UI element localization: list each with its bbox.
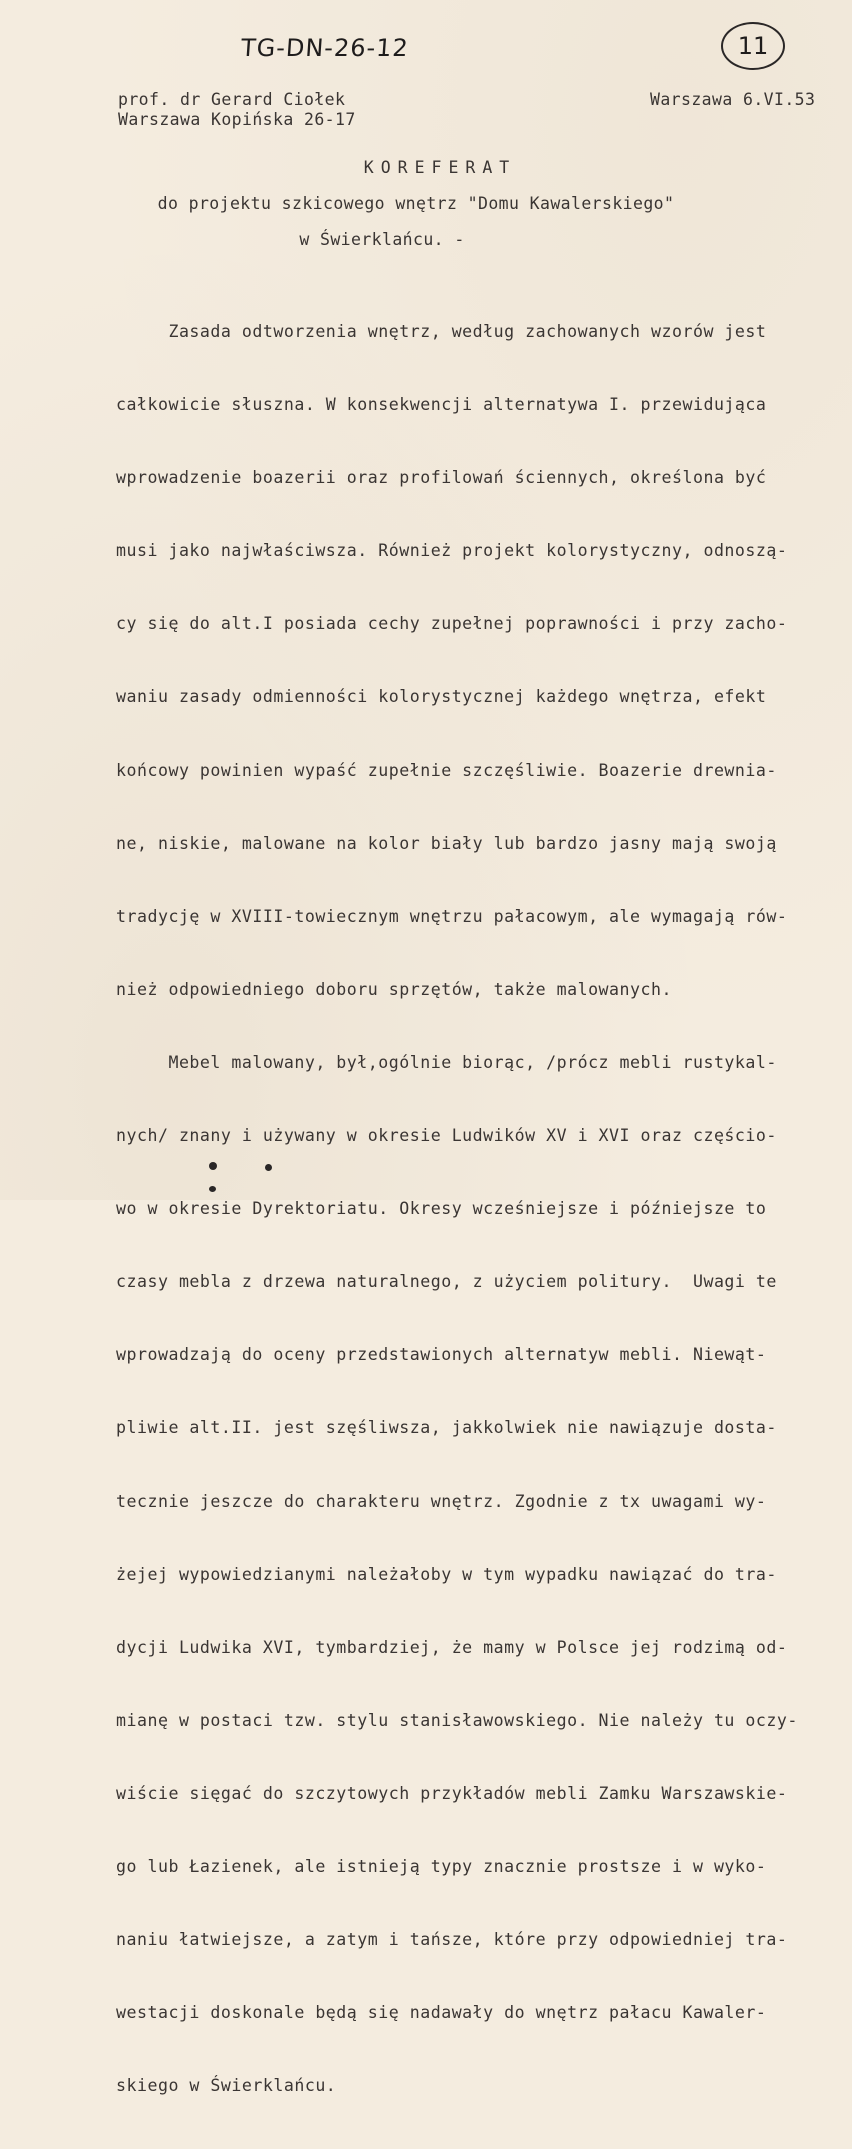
body-line: westacji doskonale będą się nadawały do wnętrz pałacu Kawaler- xyxy=(116,2003,767,2023)
body-line: całkowicie słuszna. W konsekwencji alternatywa I. przewidująca xyxy=(116,395,767,415)
ink-blot xyxy=(209,1162,217,1170)
body-line: końcowy powinien wypaść zupełnie szczęśliwie. Boazerie drewnia- xyxy=(116,760,777,780)
body-line: nież odpowiedniego doboru sprzętów, także malowanych. xyxy=(116,979,672,999)
body-line: go lub Łazienek, ale istnieją typy znacznie prostsze i w wyko- xyxy=(116,1856,767,1876)
body-line: mianę w postaci tzw. stylu stanisławowskiego. Nie należy tu oczy- xyxy=(116,1710,798,1730)
ink-blot xyxy=(209,1186,216,1192)
document-body xyxy=(116,284,846,2149)
body-line: ne, niskie, malowane na kolor biały lub bardzo jasny mają swoją xyxy=(116,833,777,853)
body-line: wprowadzają do oceny przedstawionych alternatyw mebli. Niewąt- xyxy=(116,1345,767,1365)
body-line: cy się do alt.I posiada cechy zupełnej poprawności i przy zacho- xyxy=(116,614,788,634)
body-line: tradycję w XVIII-towiecznym wnętrzu pałacowym, ale wymagają rów- xyxy=(116,906,788,926)
body-line: żejej wypowiedzianymi należałoby w tym wypadku nawiązać do tra- xyxy=(116,1564,777,1584)
body-line: dycji Ludwika XVI, tymbardziej, że mamy w Polsce jej rodzimą od- xyxy=(116,1637,788,1657)
body-line: nych/ znany i używany w okresie Ludwików XV i XVI oraz częścio- xyxy=(116,1126,777,1146)
ink-blot xyxy=(265,1164,272,1171)
body-line: waniu zasady odmienności kolorystycznej każdego wnętrza, efekt xyxy=(116,687,767,707)
body-line: naniu łatwiejsze, a zatym i tańsze, które przy odpowiedniej tra- xyxy=(116,1930,788,1950)
body-line: Zasada odtworzenia wnętrz, według zachowanych wzorów jest xyxy=(116,322,767,341)
body-line: tecznie jeszcze do charakteru wnętrz. Zgodnie z tx uwagami wy- xyxy=(116,1491,767,1511)
body-line: czasy mebla z drzewa naturalnego, z użyciem politury. Uwagi te xyxy=(116,1272,777,1292)
document-subtitle: do projektu szkicowego wnętrz "Domu Kawalerskiego" xyxy=(157,194,675,213)
body-line: wo w okresie Dyrektoriatu. Okresy wcześniejsze i późniejsze to xyxy=(116,1199,767,1219)
body-line: skiego w Świerklańcu. xyxy=(116,2076,337,2096)
page-number-text: 11 xyxy=(737,32,769,60)
handwritten-reference-code: TG-DN-26-12 xyxy=(240,34,410,62)
document-date: Warszawa 6.VI.53 xyxy=(650,90,816,109)
author-block xyxy=(118,90,356,130)
body-line: pliwie alt.II. jest szęśliwsza, jakkolwiek nie nawiązuje dosta- xyxy=(116,1418,777,1438)
body-line: wiście sięgać do szczytowych przykładów mebli Zamku Warszawskie- xyxy=(116,1783,788,1803)
document-title: KOREFERAT xyxy=(363,158,517,177)
circled-page-number xyxy=(721,22,785,70)
body-line: musi jako najwłaściwsza. Również projekt kolorystyczny, odnoszą- xyxy=(116,541,788,561)
body-line: wprowadzenie boazerii oraz profilowań ściennych, określona być xyxy=(116,468,767,488)
document-subtitle-location: w Świerklańcu. - xyxy=(299,230,465,249)
author-address: Warszawa Kopińska 26-17 xyxy=(118,110,356,129)
author-name: prof. dr Gerard Ciołek xyxy=(118,90,346,109)
body-line: Mebel malowany, był,ogólnie biorąc, /prócz mebli rustykal- xyxy=(116,1052,777,1072)
